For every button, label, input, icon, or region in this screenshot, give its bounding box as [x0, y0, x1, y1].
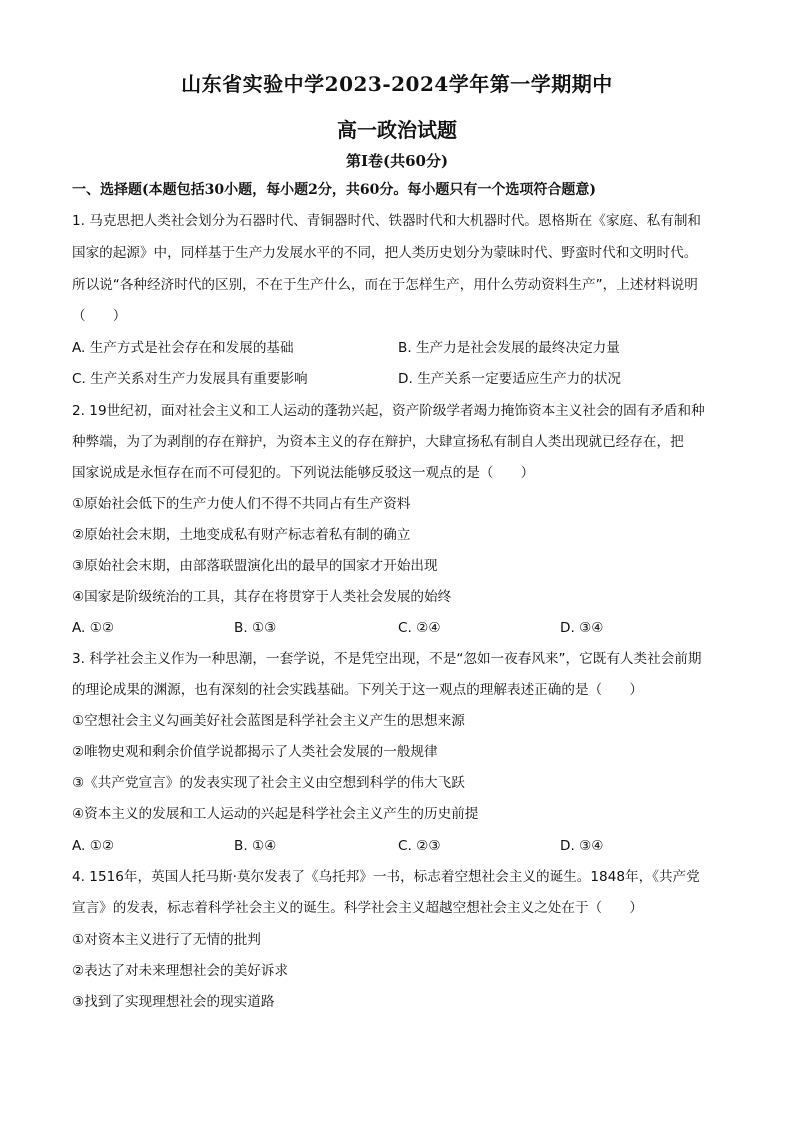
q1-stem-line: 所以说“各种经济时代的区别，不在于生产什么，而在于怎样生产，用什么劳动资料生产”，上述材料说明: [72, 277, 698, 293]
q2-statement: ④国家是阶级统治的工具，其存在将贯穿于人类社会发展的始终: [72, 589, 452, 605]
q4-stem-line: 宣言》的发表，标志着科学社会主义的诞生。科学社会主义超越空想社会主义之处在于（ ）: [72, 900, 643, 916]
q3-option-d: D. ③④: [560, 838, 604, 854]
q1-stem-line: （ ）: [72, 308, 127, 324]
exam-title: 山东省实验中学2023-2024学年第一学期期中: [181, 72, 613, 96]
q1-stem-line: 国家的起源》中，同样基于生产力发展水平的不同，把人类历史划分为蒙昧时代、野蛮时代和文明时代。: [72, 245, 698, 261]
q1-stem-line: 1. 马克思把人类社会划分为石器时代、青铜器时代、铁器时代和大机器时代。恩格斯在《家庭、私有制和: [72, 213, 702, 229]
q2-option-b: B. ①③: [234, 620, 277, 636]
q3-statement: ③《共产党宣言》的发表实现了社会主义由空想到科学的伟大飞跃: [72, 775, 465, 791]
q3-stem-line: 的理论成果的渊源，也有深刻的社会实践基础。下列关于这一观点的理解表述正确的是（ ）: [72, 682, 643, 698]
q2-option-d: D. ③④: [560, 620, 604, 636]
q3-statement: ④资本主义的发展和工人运动的兴起是科学社会主义产生的历史前提: [72, 806, 479, 822]
q3-option-c: C. ②③: [398, 838, 441, 854]
q2-option-a: A. ①②: [72, 620, 115, 636]
q3-option-a: A. ①②: [72, 838, 115, 854]
q4-statement: ②表达了对未来理想社会的美好诉求: [72, 963, 289, 979]
q3-stem-line: 3. 科学社会主义作为一种思潮，一套学说，不是凭空出现，不是“忽如一夜春风来”，它既有人类社会前期: [72, 651, 702, 667]
exam-subtitle: 高一政治试题: [337, 118, 457, 142]
q3-option-b: B. ①④: [234, 838, 277, 854]
q2-statement: ②原始社会末期，土地变成私有财产标志着私有制的确立: [72, 527, 411, 543]
q1-option-b: B. 生产力是社会发展的最终决定力量: [398, 340, 620, 356]
volume-heading: 第Ⅰ卷(共60分): [345, 152, 449, 170]
q2-option-c: C. ②④: [398, 620, 441, 636]
section-heading: 一、选择题(本题包括30小题，每小题2分，共60分。每小题只有一个选项符合题意): [72, 182, 596, 198]
q2-stem-line: 种弊端，为了为剥削的存在辩护，为资本主义的存在辩护，大肆宣扬私有制自人类出现就已经存在，把: [72, 434, 684, 450]
q2-statement: ①原始社会低下的生产力使人们不得不共同占有生产资料: [72, 496, 411, 512]
q1-option-c: C. 生产关系对生产力发展具有重要影响: [72, 371, 308, 387]
q4-statement: ③找到了实现理想社会的现实道路: [72, 994, 275, 1010]
q2-stem-line: 国家说成是永恒存在而不可侵犯的。下列说法能够反驳这一观点的是（ ）: [72, 465, 535, 481]
q2-stem-line: 2. 19世纪初，面对社会主义和工人运动的蓬勃兴起，资产阶级学者竭力掩饰资本主义社会的固有矛盾和种: [72, 403, 705, 419]
q2-statement: ③原始社会末期，由部落联盟演化出的最早的国家才开始出现: [72, 558, 438, 574]
q4-statement: ①对资本主义进行了无情的批判: [72, 932, 261, 948]
q3-statement: ①空想社会主义勾画美好社会蓝图是科学社会主义产生的思想来源: [72, 713, 465, 729]
q1-option-d: D. 生产关系一定要适应生产力的状况: [398, 371, 622, 387]
q4-stem-line: 4. 1516年，英国人托马斯·莫尔发表了《乌托邦》一书，标志着空想社会主义的诞生。1848年，《共产党: [72, 869, 700, 885]
q3-statement: ②唯物史观和剩余价值学说都揭示了人类社会发展的一般规律: [72, 744, 438, 760]
q1-option-a: A. 生产方式是社会存在和发展的基础: [72, 340, 294, 356]
